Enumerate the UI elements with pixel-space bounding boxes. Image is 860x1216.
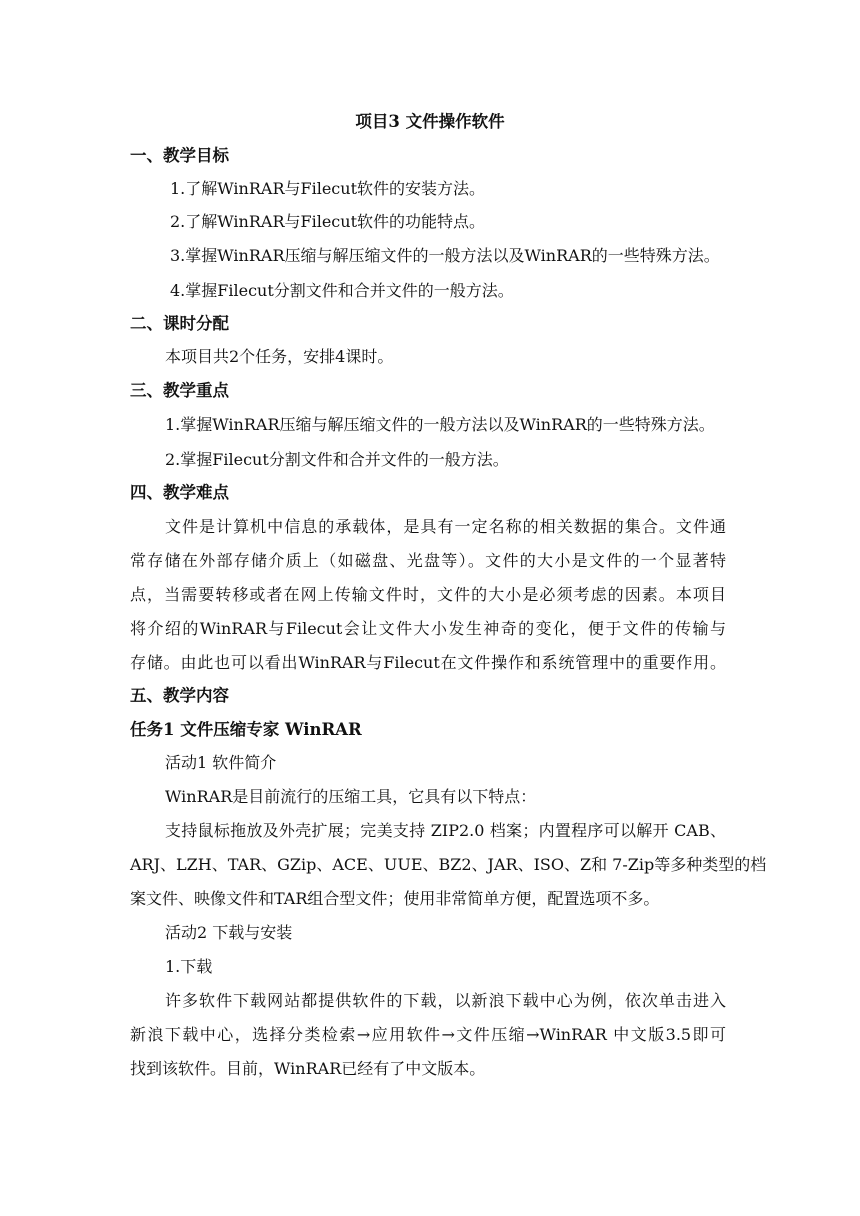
difficulty-line-1: 文件是计算机中信息的承载体，是具有一定名称的相关数据的集合。文件通 (165, 517, 726, 536)
activity1-heading: 活动1 软件简介 (165, 753, 277, 772)
goal-item-3: 3.掌握WinRAR压缩与解压缩文件的一般方法以及WinRAR的一些特殊方法。 (170, 246, 720, 265)
heading-teaching-goals: 一、教学目标 (130, 146, 229, 165)
key-point-1: 1.掌握WinRAR压缩与解压缩文件的一般方法以及WinRAR的一些特殊方法。 (165, 415, 715, 434)
feature-line-1: 支持鼠标拖放及外壳扩展；完美支持 ZIP2.0 档案；内置程序可以解开 CAB、 (165, 821, 726, 840)
download-line-2: 新浪下载中心，选择分类检索→应用软件→文件压缩→WinRAR 中文版3.5即可 (130, 1025, 726, 1044)
winrar-intro: WinRAR是目前流行的压缩工具，它具有以下特点： (165, 787, 537, 806)
task1-heading: 任务1 文件压缩专家 WinRAR (130, 720, 362, 739)
difficulty-line-4: 将介绍的WinRAR与Filecut会让文件大小发生神奇的变化，便于文件的传输与 (130, 619, 726, 638)
download-line-3: 找到该软件。目前，WinRAR已经有了中文版本。 (130, 1059, 486, 1078)
activity2-heading: 活动2 下载与安装 (165, 923, 293, 942)
feature-line-2: ARJ、LZH、TAR、GZip、ACE、UUE、BZ2、JAR、ISO、Z和 7-Zip等多种类型的档 (130, 855, 767, 874)
heading-difficulties: 四、教学难点 (130, 483, 229, 502)
heading-class-hours: 二、课时分配 (130, 314, 229, 333)
goal-item-1: 1.了解WinRAR与Filecut软件的安装方法。 (170, 179, 486, 198)
step-download-heading: 1.下载 (165, 957, 213, 976)
download-line-1: 许多软件下载网站都提供软件的下载，以新浪下载中心为例，依次单击进入 (165, 991, 726, 1010)
heading-key-points: 三、教学重点 (130, 381, 229, 400)
difficulty-line-5: 存储。由此也可以看出WinRAR与Filecut在文件操作和系统管理中的重要作用。 (130, 653, 726, 672)
difficulty-line-3: 点，当需要转移或者在网上传输文件时，文件的大小是必须考虑的因素。本项目 (130, 585, 726, 604)
key-point-2: 2.掌握Filecut分割文件和合并文件的一般方法。 (165, 450, 509, 469)
feature-line-3: 案文件、映像文件和TAR组合型文件；使用非常简单方便，配置选项不多。 (130, 889, 660, 908)
page-title: 项目3 文件操作软件 (355, 112, 505, 131)
goal-item-4: 4.掌握Filecut分割文件和合并文件的一般方法。 (170, 281, 514, 300)
goal-item-2: 2.了解WinRAR与Filecut软件的功能特点。 (170, 212, 486, 231)
class-hours-text: 本项目共2个任务，安排4课时。 (165, 347, 394, 366)
heading-teaching-content: 五、教学内容 (130, 686, 229, 705)
difficulty-line-2: 常存储在外部存储介质上（如磁盘、光盘等）。文件的大小是文件的一个显著特 (130, 551, 726, 570)
